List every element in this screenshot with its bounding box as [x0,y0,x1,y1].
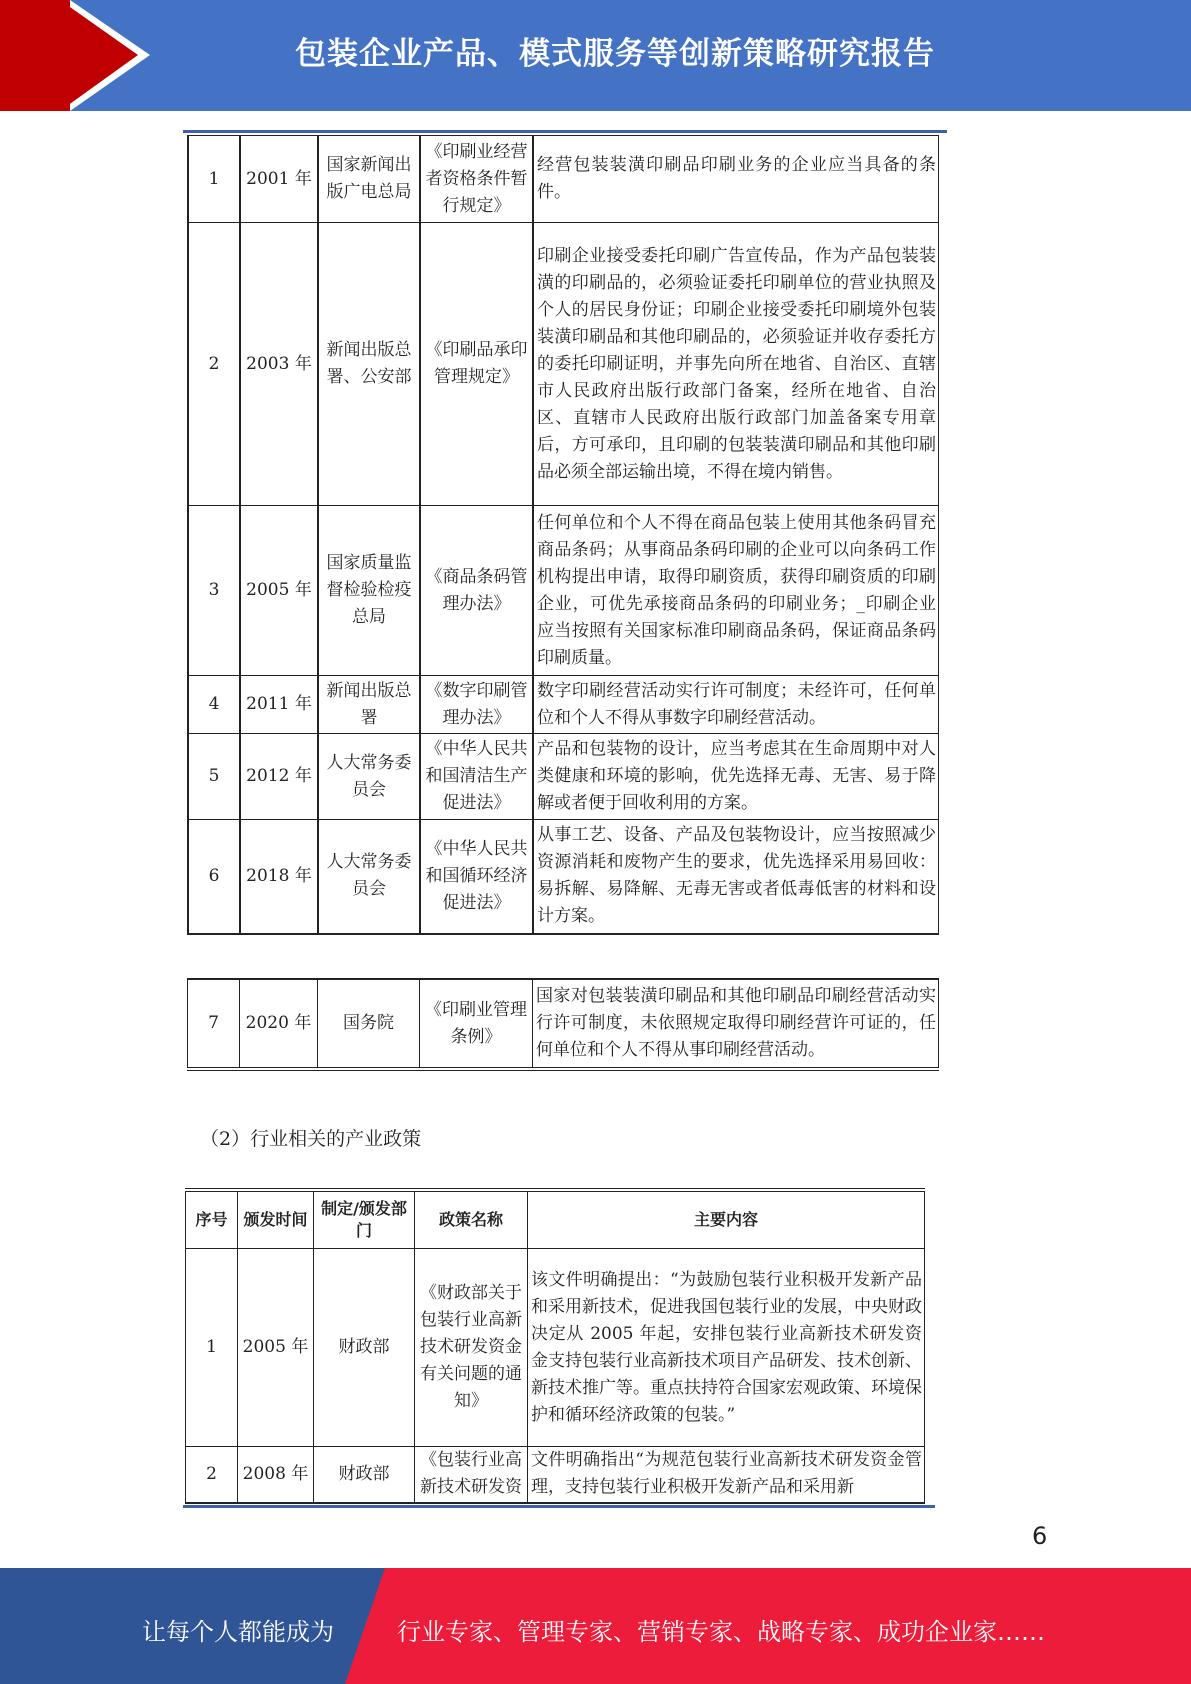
row-content: 经营包装装潢印刷品印刷业务的企业应当具备的条件。 [533,136,939,223]
header-dept: 制定/颁发部门 [314,1190,415,1249]
section-heading: （2）行业相关的产业政策 [200,1128,422,1150]
header-divider [183,130,947,133]
row-dept: 国家质量监督检验检疫总局 [318,506,420,676]
row-number: 3 [188,506,240,676]
table-bottom-divider [183,1505,935,1508]
header-policy: 政策名称 [415,1190,528,1249]
row-number: 1 [188,136,240,223]
row-number: 2 [186,1447,238,1503]
row-dept: 国家新闻出版广电总局 [318,136,420,223]
footer-blue-slant [345,1568,385,1684]
header-no: 序号 [186,1190,238,1249]
row-policy: 《财政部关于包装行业高新技术研发资金有关问题的通知》 [415,1249,528,1447]
row-policy: 《印刷业管理条例》 [420,979,533,1069]
policy-table-2 [187,978,939,1071]
row-content: 产品和包装物的设计，应当考虑其在生命周期中对人类健康和环境的影响，优先选择无毒、无害、易于降解或者便于回收利用的方案。 [533,734,939,820]
table-row [188,136,939,223]
row-number: 7 [188,979,240,1069]
table-row [188,734,939,820]
page-number: 6 [1032,1522,1048,1550]
row-policy: 《数字印刷管理办法》 [420,676,533,734]
row-year: 2005 年 [240,506,318,676]
row-dept: 人大常务委员会 [318,734,420,820]
industry-policy-table [185,1188,925,1504]
table-header-row [186,1190,925,1249]
row-year: 2003 年 [240,223,318,506]
row-year: 2008 年 [238,1447,314,1503]
row-number: 1 [186,1249,238,1447]
row-year: 2005 年 [238,1249,314,1447]
row-number: 2 [188,223,240,506]
footer-slogan-left: 让每个人都能成为 [142,1618,334,1646]
row-number: 4 [188,676,240,734]
row-year: 2001 年 [240,136,318,223]
row-dept: 新闻出版总署 [318,676,420,734]
row-dept: 财政部 [314,1447,415,1503]
row-policy: 《中华人民共和国清洁生产促进法》 [420,734,533,820]
row-dept: 人大常务委员会 [318,820,420,934]
table-row [188,979,939,1069]
row-policy: 《印刷品承印管理规定》 [420,223,533,506]
row-content: 文件明确指出“为规范包装行业高新技术研发资金管理，支持包装行业积极开发新产品和采用新 [528,1447,925,1503]
row-dept: 新闻出版总署、公安部 [318,223,420,506]
row-content: 该文件明确提出：“为鼓励包装行业积极开发新产品和采用新技术，促进我国包装行业的发展，中央财政决定从 2005 年起，安排包装行业高新技术研发资金支持包装行业高新技术项目产品研发、技术创新、新技术推广等。重点扶持符合国家宏观政策、环境保护和循环经济政策的包装。” [528,1249,925,1447]
table-row [188,676,939,734]
row-policy: 《商品条码管理办法》 [420,506,533,676]
policy-table-1 [187,135,939,935]
table-row [186,1447,925,1503]
row-content: 数字印刷经营活动实行许可制度；未经许可，任何单位和个人不得从事数字印刷经营活动。 [533,676,939,734]
row-content: 印刷企业接受委托印刷广告宣传品，作为产品包装装潢的印刷品的，必须验证委托印刷单位的营业执照及个人的居民身份证；印刷企业接受委托印刷境外包装装潢印刷品和其他印刷品的，必须验证并收存委托方的委托印刷证明，并事先向所在地省、自治区、直辖市人民政府出版行政部门备案，经所在地省、自治区、直辖市人民政府出版行政部门加盖备案专用章后，方可承印，且印刷的包装装潢印刷品和其他印刷品必须全部运输出境，不得在境内销售。 [533,223,939,506]
row-year: 2020 年 [240,979,318,1069]
row-content: 从事工艺、设备、产品及包装物设计，应当按照减少资源消耗和废物产生的要求，优先选择采用易回收：易拆解、易降解、无毒无害或者低毒低害的材料和设计方案。 [533,820,939,934]
row-number: 6 [188,820,240,934]
header-red-chevron [60,0,138,111]
row-year: 2012 年 [240,734,318,820]
row-year: 2011 年 [240,676,318,734]
row-content: 任何单位和个人不得在商品包装上使用其他条码冒充商品条码；从事商品条码印刷的企业可以向条码工作机构提出申请，取得印刷资质，获得印刷资质的印刷企业，可优先承接商品条码的印刷业务；_印刷企业应当按照有关国家标准印刷商品条码，保证商品条码印刷质量。 [533,506,939,676]
row-year: 2018 年 [240,820,318,934]
footer-slogan-right: 行业专家、管理专家、营销专家、战略专家、成功企业家…… [397,1618,1045,1646]
header-content: 主要内容 [528,1190,925,1249]
row-dept: 财政部 [314,1249,415,1447]
row-policy: 《中华人民共和国循环经济促进法》 [420,820,533,934]
table-row [188,506,939,676]
page-title: 包装企业产品、模式服务等创新策略研究报告 [295,36,935,72]
row-content: 国家对包装装潢印刷品和其他印刷品印刷经营活动实行许可制度，未依照规定取得印刷经营许可证的，任何单位和个人不得从事印刷经营活动。 [533,979,939,1069]
table-row [188,820,939,934]
table-row [188,223,939,506]
row-number: 5 [188,734,240,820]
header-year: 颁发时间 [238,1190,314,1249]
row-dept: 国务院 [318,979,420,1069]
row-policy: 《印刷业经营者资格条件暂行规定》 [420,136,533,223]
table-row [186,1249,925,1447]
row-policy: 《包装行业高新技术研发资 [415,1447,528,1503]
